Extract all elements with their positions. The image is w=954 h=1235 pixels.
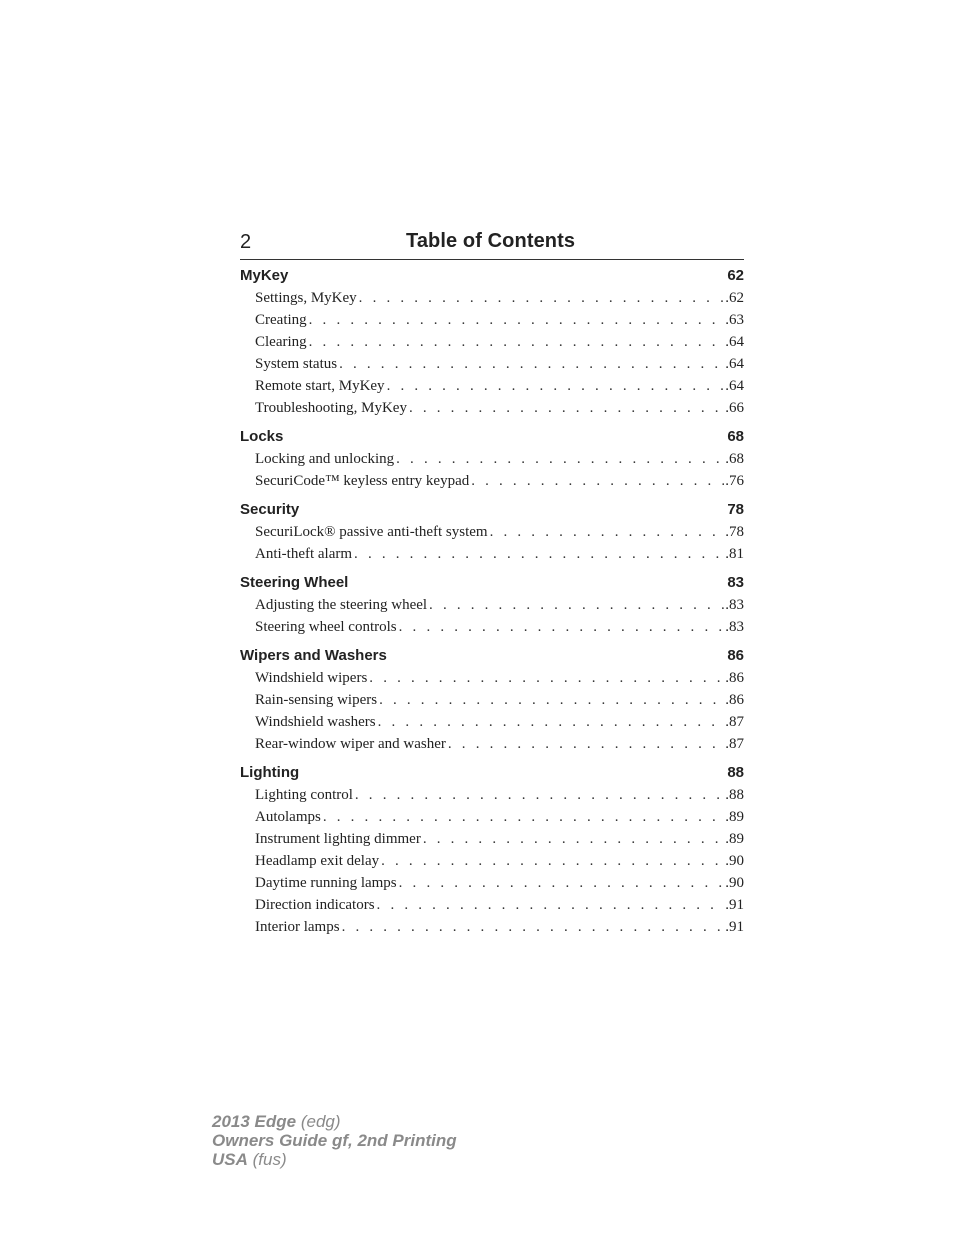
footer-guide: Owners Guide gf, 2nd Printing [212, 1131, 457, 1150]
entry-page-number: .62 [725, 290, 744, 306]
dot-leader [387, 375, 725, 397]
entry-label: Rear-window wiper and washer [255, 736, 446, 752]
entry-page-number: .66 [725, 400, 744, 416]
entry-label: Troubleshooting, MyKey [255, 400, 407, 416]
entry-page-number: .91 [725, 919, 744, 935]
toc-entry[interactable] [240, 309, 744, 331]
entry-label: Lighting control [255, 787, 353, 803]
toc-section [240, 645, 744, 755]
dot-leader [490, 521, 725, 543]
footer-market-code: (fus) [252, 1150, 287, 1169]
toc-entry[interactable] [240, 521, 744, 543]
section-heading[interactable] [240, 499, 744, 521]
footer-market: USA [212, 1150, 248, 1169]
entry-label: Instrument lighting dimmer [255, 831, 421, 847]
entry-label: Windshield washers [255, 714, 376, 730]
section-title: Lighting [240, 764, 300, 781]
entry-page-number: .64 [725, 356, 744, 372]
dot-leader [399, 872, 725, 894]
dot-leader [423, 828, 724, 850]
entry-page-number: .87 [725, 736, 744, 752]
document-footer [212, 1112, 457, 1169]
section-title: Steering Wheel [240, 574, 349, 591]
table-of-contents [240, 265, 744, 945]
entry-page-number: .68 [725, 451, 744, 467]
toc-section [240, 265, 744, 419]
dot-leader [309, 309, 725, 331]
toc-entry[interactable] [240, 448, 744, 470]
toc-entry[interactable] [240, 872, 744, 894]
toc-entry[interactable] [240, 287, 744, 309]
entry-label: Direction indicators [255, 897, 375, 913]
dot-leader [355, 784, 724, 806]
section-page-number: 62 [727, 267, 744, 284]
toc-entry[interactable] [240, 353, 744, 375]
toc-entry[interactable] [240, 667, 744, 689]
dot-leader [342, 916, 725, 938]
dot-leader [354, 543, 724, 565]
entry-label: Rain-sensing wipers [255, 692, 378, 708]
entry-page-number: .91 [725, 897, 744, 913]
toc-entry[interactable] [240, 331, 744, 353]
entry-page-number: .64 [725, 378, 744, 394]
toc-entry[interactable] [240, 733, 744, 755]
toc-section [240, 572, 744, 638]
section-page-number: 88 [727, 764, 744, 781]
entry-label: Windshield wipers [255, 670, 368, 686]
entry-page-number: .87 [725, 714, 744, 730]
section-title: Locks [240, 428, 284, 445]
dot-leader [396, 448, 724, 470]
toc-entry[interactable] [240, 594, 744, 616]
entry-label: Remote start, MyKey [255, 378, 385, 394]
footer-line-model [212, 1112, 457, 1131]
footer-model-code: (edg) [300, 1112, 341, 1131]
toc-entry[interactable] [240, 916, 744, 938]
entry-page-number: .89 [725, 809, 744, 825]
entry-page-number: .76 [725, 473, 744, 489]
dot-leader [359, 287, 725, 309]
dot-leader [377, 894, 725, 916]
dot-leader [323, 806, 724, 828]
entry-label: Locking and unlocking [255, 451, 395, 467]
entry-page-number: .90 [725, 875, 744, 891]
section-page-number: 68 [727, 428, 744, 445]
section-heading[interactable] [240, 426, 744, 448]
section-page-number: 78 [727, 501, 744, 518]
toc-entry[interactable] [240, 375, 744, 397]
toc-entry[interactable] [240, 850, 744, 872]
entry-label: Headlamp exit delay [255, 853, 380, 869]
entry-label: Daytime running lamps [255, 875, 397, 891]
footer-line-market [212, 1150, 457, 1169]
toc-entry[interactable] [240, 689, 744, 711]
section-title: Security [240, 501, 300, 518]
entry-label: Interior lamps [255, 919, 340, 935]
entry-label: Clearing [255, 334, 307, 350]
section-title: Wipers and Washers [240, 647, 387, 664]
entry-page-number: .63 [725, 312, 744, 328]
toc-entry[interactable] [240, 543, 744, 565]
entry-page-number: .86 [725, 692, 744, 708]
toc-entry[interactable] [240, 784, 744, 806]
section-title: MyKey [240, 267, 289, 284]
dot-leader [409, 397, 724, 419]
entry-page-number: .64 [725, 334, 744, 350]
entry-page-number: .88 [725, 787, 744, 803]
dot-leader [381, 850, 724, 872]
entry-page-number: .83 [725, 619, 744, 635]
footer-line-guide [212, 1131, 457, 1150]
entry-label: Autolamps [255, 809, 321, 825]
dot-leader [369, 667, 724, 689]
page-title: Table of Contents [406, 230, 576, 252]
entry-page-number: .89 [725, 831, 744, 847]
entry-label: System status [255, 356, 338, 372]
dot-leader [448, 733, 724, 755]
page-number: 2 [240, 231, 252, 253]
section-page-number: 83 [727, 574, 744, 591]
toc-entry[interactable] [240, 806, 744, 828]
entry-page-number: .78 [725, 524, 744, 540]
toc-section [240, 499, 744, 565]
entry-label: Settings, MyKey [255, 290, 357, 306]
toc-section [240, 426, 744, 492]
entry-page-number: .83 [725, 597, 744, 613]
entry-label: Anti-theft alarm [255, 546, 353, 562]
toc-entry[interactable] [240, 711, 744, 733]
toc-entry[interactable] [240, 828, 744, 850]
toc-entry[interactable] [240, 894, 744, 916]
entry-label: Steering wheel controls [255, 619, 397, 635]
toc-entry[interactable] [240, 397, 744, 419]
page-header [240, 228, 744, 260]
dot-leader [399, 616, 725, 638]
entry-page-number: .81 [725, 546, 744, 562]
section-page-number: 86 [727, 647, 744, 664]
section-heading[interactable] [240, 265, 744, 287]
entry-page-number: .86 [725, 670, 744, 686]
entry-page-number: .90 [725, 853, 744, 869]
section-heading[interactable] [240, 572, 744, 594]
entry-label: SecuriCode™ keyless entry keypad [255, 473, 470, 489]
dot-leader [378, 711, 725, 733]
dot-leader [379, 689, 724, 711]
section-heading[interactable] [240, 645, 744, 667]
dot-leader [309, 331, 725, 353]
entry-label: Creating [255, 312, 307, 328]
toc-section [240, 762, 744, 938]
toc-entry[interactable] [240, 616, 744, 638]
dot-leader [471, 470, 724, 492]
footer-model: 2013 Edge [212, 1112, 297, 1131]
entry-label: SecuriLock® passive anti-theft system [255, 524, 488, 540]
dot-leader [339, 353, 724, 375]
toc-entry[interactable] [240, 470, 744, 492]
section-heading[interactable] [240, 762, 744, 784]
dot-leader [429, 594, 724, 616]
entry-label: Adjusting the steering wheel [255, 597, 428, 613]
